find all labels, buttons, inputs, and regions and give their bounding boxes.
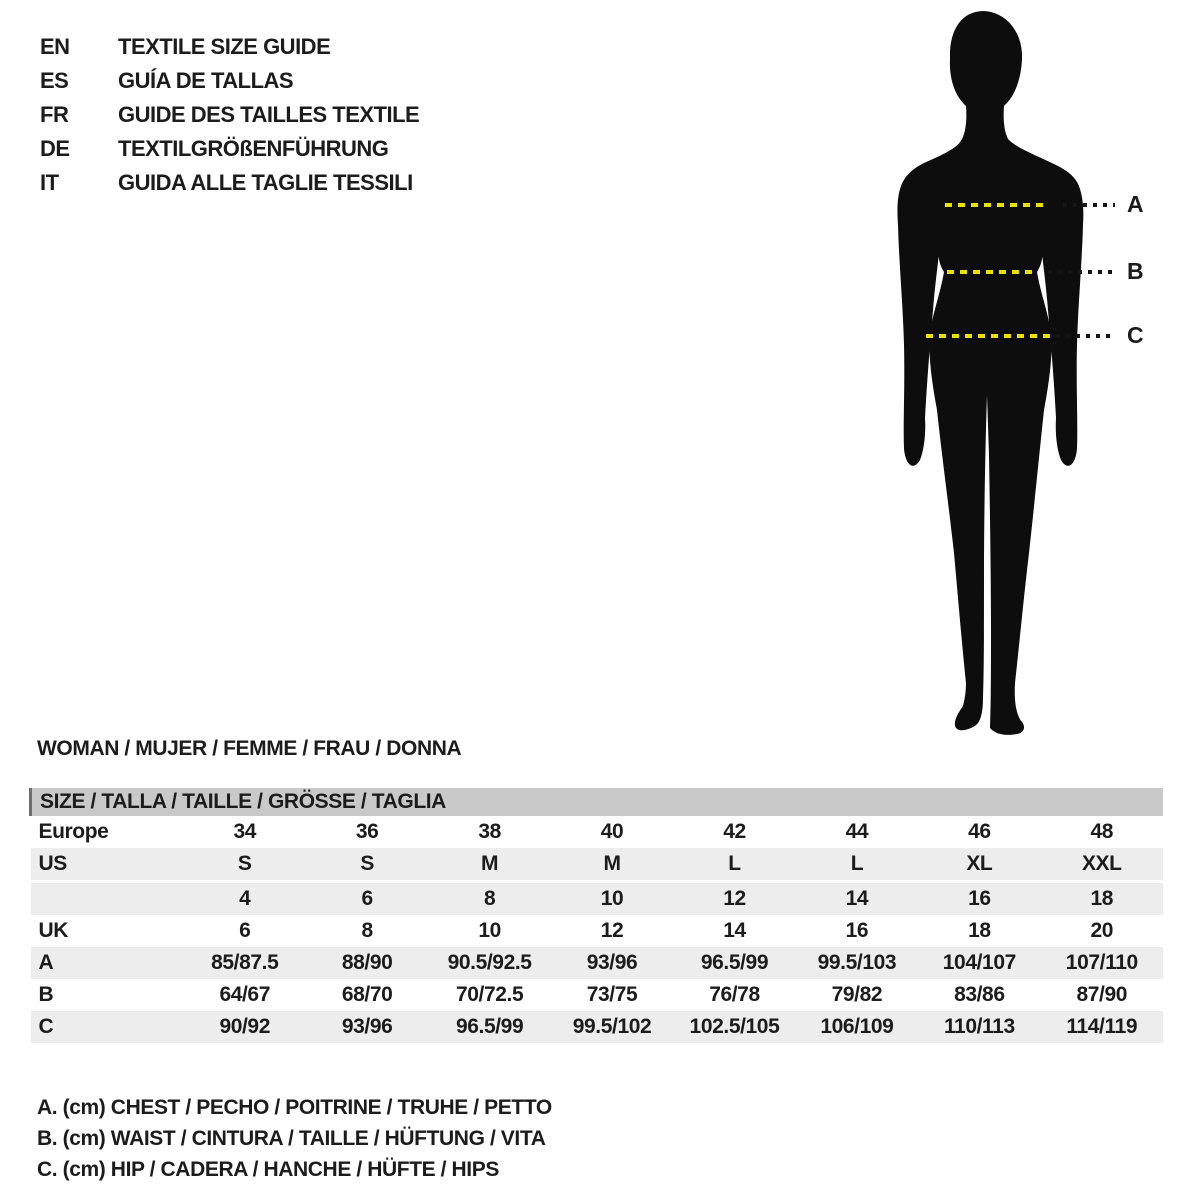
table-cell: XL — [918, 848, 1040, 882]
table-cell: 88/90 — [306, 947, 428, 979]
table-row-b — [31, 979, 1164, 1011]
table-cell: M — [551, 848, 673, 882]
table-cell: 114/119 — [1041, 1011, 1163, 1043]
table-cell: 90.5/92.5 — [428, 947, 550, 979]
table-cell: 16 — [918, 882, 1040, 916]
language-code: FR — [40, 102, 69, 127]
table-cell: L — [796, 848, 918, 882]
table-row-uk — [31, 915, 1164, 947]
table-cell: 16 — [845, 919, 869, 942]
table-cell: 18 — [968, 919, 991, 942]
table-cell: 104/107 — [918, 947, 1040, 979]
language-row — [40, 98, 419, 132]
language-title-list — [40, 30, 419, 200]
table-cell: 44 — [845, 820, 869, 843]
woman-body-shape — [897, 11, 1083, 735]
table-cell: S — [184, 848, 306, 882]
table-cell: 102.5/105 — [673, 1011, 795, 1043]
woman-silhouette — [870, 5, 1110, 737]
table-cell: XXL — [1041, 848, 1163, 882]
language-label: GUIDE DES TAILLES TEXTILE — [118, 102, 420, 127]
table-cell: 48 — [1090, 820, 1114, 843]
language-row — [40, 64, 419, 98]
legend-line: B. (cm) WAIST / CINTURA / TAILLE / HÜFTUNG / VITA — [37, 1127, 546, 1150]
table-cell: 85/87.5 — [184, 947, 306, 979]
row-label: US — [31, 848, 184, 882]
table-cell: 68/70 — [341, 983, 393, 1006]
language-label: TEXTILGRÖßENFÜHRUNG — [118, 136, 389, 161]
legend-line: C. (cm) HIP / CADERA / HANCHE / HÜFTE / HIPS — [37, 1158, 499, 1181]
measure-line-dotted-C — [1056, 334, 1115, 338]
language-label: GUIDA ALLE TAGLIE TESSILI — [118, 170, 413, 195]
language-code: DE — [40, 136, 70, 161]
table-cell: 93/96 — [551, 947, 673, 979]
table-cell: 46 — [968, 820, 991, 843]
table-cell: S — [306, 848, 428, 882]
table-cell: 110/113 — [918, 1011, 1040, 1043]
measure-line-yellow-C — [926, 334, 1052, 338]
table-cell: 107/110 — [1041, 947, 1163, 979]
measure-line-dotted-A — [1063, 203, 1115, 207]
measure-line-yellow-A — [945, 203, 1045, 207]
size-table-header-row — [31, 788, 1164, 816]
language-row — [40, 132, 419, 166]
table-cell: 90/92 — [184, 1011, 306, 1043]
size-table — [29, 788, 1163, 1043]
table-cell: 6 — [239, 919, 251, 942]
language-row — [40, 166, 419, 200]
table-cell: 99.5/103 — [796, 947, 918, 979]
table-cell: 34 — [233, 820, 256, 843]
table-cell: 99.5/102 — [551, 1011, 673, 1043]
table-cell: L — [673, 848, 795, 882]
table-cell: 6 — [306, 882, 428, 916]
table-cell: 18 — [1041, 882, 1163, 916]
table-cell: 20 — [1090, 919, 1114, 942]
table-cell: 12 — [673, 882, 795, 916]
table-cell: 76/78 — [709, 983, 760, 1006]
table-cell: 14 — [723, 919, 746, 942]
table-cell: 14 — [796, 882, 918, 916]
table-row-europe — [31, 816, 1164, 848]
measurement-legend — [37, 1092, 552, 1185]
section-title: WOMAN / MUJER / FEMME / FRAU / DONNA — [37, 737, 462, 760]
language-row — [40, 30, 419, 64]
table-row-c — [31, 1011, 1164, 1043]
table-cell: 36 — [355, 820, 379, 843]
measure-label-A: A — [1127, 191, 1144, 217]
table-cell: 8 — [428, 882, 550, 916]
table-cell: 8 — [361, 919, 373, 942]
table-cell: 106/109 — [796, 1011, 918, 1043]
table-cell: 10 — [478, 919, 501, 942]
row-label — [31, 882, 184, 916]
table-cell: 12 — [600, 919, 624, 942]
measure-label-C: C — [1127, 322, 1144, 348]
table-row-a — [31, 947, 1164, 979]
table-cell: 70/72.5 — [455, 983, 524, 1006]
table-cell: 96.5/99 — [673, 947, 795, 979]
table-cell: 10 — [551, 882, 673, 916]
language-code: ES — [40, 68, 69, 93]
table-cell: M — [428, 848, 550, 882]
language-label: TEXTILE SIZE GUIDE — [118, 34, 331, 59]
row-label: C — [31, 1011, 184, 1043]
table-cell: 38 — [478, 820, 501, 843]
row-label: UK — [38, 919, 69, 942]
measure-line-dotted-B — [1048, 270, 1115, 274]
measure-line-yellow-B — [947, 270, 1035, 274]
table-cell: 87/90 — [1076, 983, 1128, 1006]
table-cell: 96.5/99 — [428, 1011, 550, 1043]
row-label: B — [38, 983, 54, 1006]
table-row-us — [31, 848, 1164, 882]
table-cell: 42 — [723, 820, 746, 843]
table-cell: 79/82 — [831, 983, 883, 1006]
table-cell: 73/75 — [586, 983, 638, 1006]
table-row — [31, 882, 1164, 916]
size-table-header: SIZE / TALLA / TAILLE / GRÖSSE / TAGLIA — [31, 788, 1164, 816]
legend-line: A. (cm) CHEST / PECHO / POITRINE / TRUHE / PETTO — [37, 1096, 552, 1119]
table-cell: 4 — [184, 882, 306, 916]
row-label: A — [31, 947, 184, 979]
table-cell: 64/67 — [219, 983, 270, 1006]
row-label: Europe — [38, 820, 109, 843]
language-code: IT — [40, 170, 59, 195]
table-cell: 83/86 — [954, 983, 1005, 1006]
table-cell: 40 — [600, 820, 624, 843]
table-cell: 93/96 — [306, 1011, 428, 1043]
language-label: GUÍA DE TALLAS — [118, 68, 294, 93]
measure-label-B: B — [1127, 258, 1144, 284]
language-code: EN — [40, 34, 70, 59]
